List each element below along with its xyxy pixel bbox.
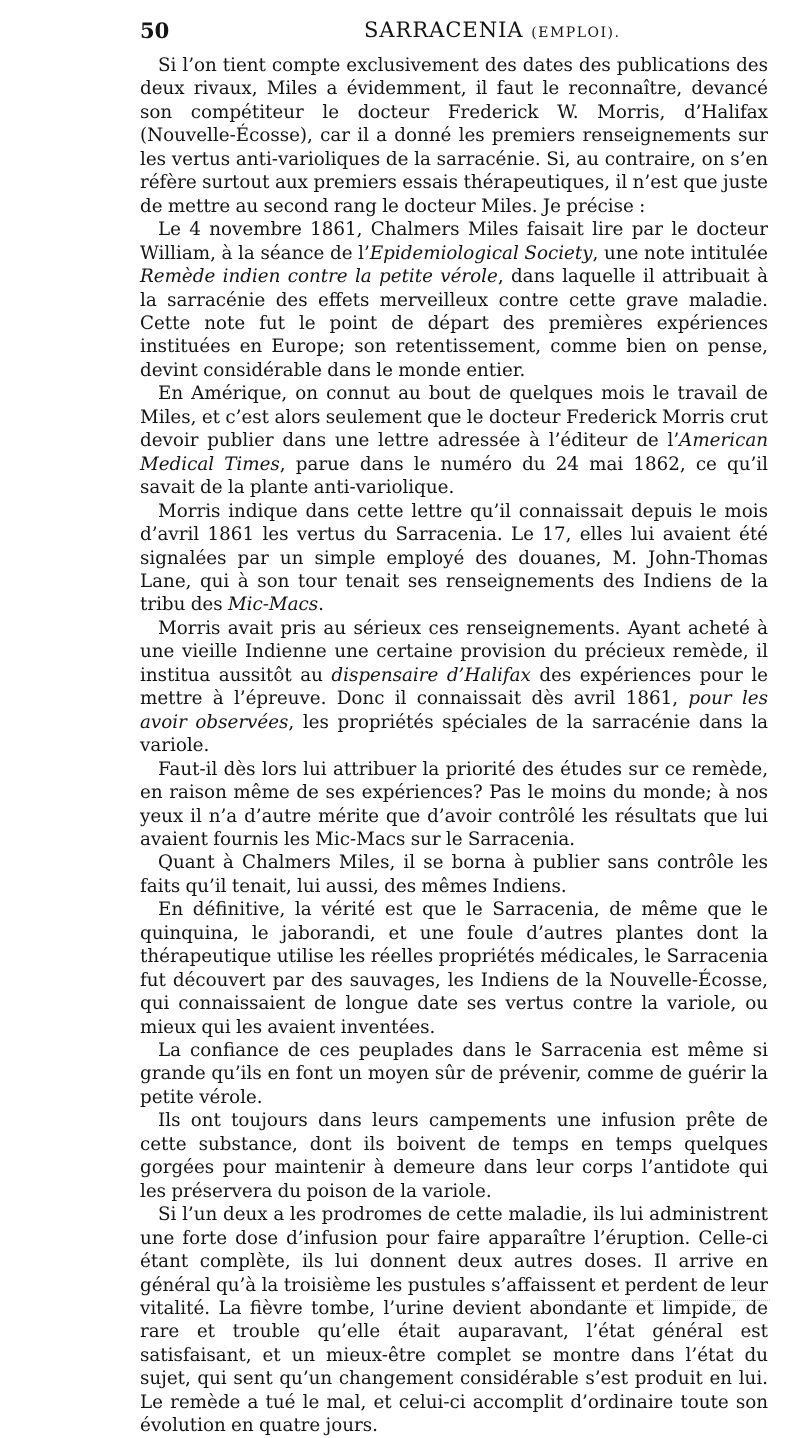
paragraph: En Amérique, on connut au bout de quelques mois le travail de Miles, et c’est alors seulement que le docteur Frederick Morris crut devoir publier dans une lettre adressée à l’éditeur de l’American Medical Times, parue dans le numéro du 24 mai 1862, ce qu’il savait de la plante anti-variolique. bbox=[140, 383, 768, 499]
italic-title: dispensaire d’Halifax bbox=[331, 664, 531, 686]
running-title bbox=[364, 18, 620, 42]
paragraph: Faut-il dès lors lui attribuer la priorité des études sur ce remède, en raison même de ses expériences? Pas le moins du monde; à nos yeux il n’a d’autre mérite que d’avoir contrôlé les résultats que lui avaient fournis les Mic-Macs sur le Sarracenia. bbox=[140, 758, 768, 850]
paragraph: Si l’un deux a les prodromes de cette maladie, ils lui administrent une forte dose d’infusion pour faire apparaître l’éruption. Celle-ci étant complète, ils lui donnent deux autres doses. Il arrive en général qu’à la troisième les pustules s’affaissent et perdent de leur vitalité. La fièvre tombe, l’urine devient abondante et limpide, de rare et trouble qu’elle était auparavant, l’état général est satisfaisant, et un mieux-être complet se montre dans l’état du sujet, qui sent qu’un changement considérable s’est produit en lui. Le remède a tué le mal, et celui-ci accomplit d’ordinaire toute son évolution en quatre jours. bbox=[140, 1204, 768, 1437]
paragraph: La confiance de ces peuplades dans le Sarracenia est même si grande qu’ils en font un moyen sûr de prévenir, comme de guérir la petite vérole. bbox=[140, 1040, 768, 1108]
running-title-sub: (EMPLOI). bbox=[531, 25, 621, 41]
paragraph: Ils ont toujours dans leurs campements une infusion prête de cette substance, dont ils boivent de temps en temps quelques gorgées pour maintenir à demeure dans leur corps l’antidote qui les préservera du poison de la variole. bbox=[140, 1110, 768, 1202]
page-header bbox=[140, 18, 760, 50]
footer-rule bbox=[560, 1300, 770, 1302]
paragraph: Morris indique dans cette lettre qu’il connaissait depuis le mois d’avril 1861 les vertus du Sarracenia. Le 17, elles lui avaient été signalées par un simple employé des douanes, M. John-Thomas Lane, qui à son tour tenait ses renseignements des Indiens de la tribu des Mic-Macs. bbox=[140, 500, 768, 616]
running-title-main: SARRACENIA bbox=[364, 18, 524, 42]
paragraph: Morris avait pris au sérieux ces renseignements. Ayant acheté à une vieille Indienne une certaine provision du précieux remède, il institua aussitôt au dispensaire d’Halifax des expériences pour le mettre à l’épreuve. Donc il connaissait dès avril 1861, pour les avoir observées, les propriétés spéciales de la sarracénie dans la variole. bbox=[140, 617, 768, 757]
italic-title: Mic-Macs bbox=[227, 594, 319, 616]
italic-title: pour les avoir observées bbox=[140, 688, 768, 733]
italic-title: Remède indien contre la petite vérole bbox=[140, 266, 498, 288]
page-number: 50 bbox=[140, 18, 170, 43]
italic-title: American Medical Times bbox=[140, 430, 768, 475]
paragraph: Le 4 novembre 1861, Chalmers Miles faisait lire par le docteur William, à la séance de l’Epidemiological Society, une note intitulée Remède indien contre la petite vérole, dans laquelle il attribuait à la sarracénie des effets merveilleux contre cette grave maladie. Cette note fut le point de départ des premières expériences instituées en Europe; son retentissement, comme bien on pense, devint considérable dans le monde entier. bbox=[140, 219, 768, 381]
paragraph: Quant à Chalmers Miles, il se borna à publier sans contrôle les faits qu’il tenait, lui aussi, des mêmes Indiens. bbox=[140, 852, 768, 897]
body-text bbox=[140, 54, 768, 1438]
paragraph: En définitive, la vérité est que le Sarracenia, de même que le quinquina, le jaborandi, et une foule d’autres plantes dont la thérapeutique utilise les réelles propriétés médicales, le Sarracenia fut découvert par des sauvages, les Indiens de la Nouvelle-Écosse, qui connaissaient de longue date ses vertus contre la variole, ou mieux qui les avaient inventées. bbox=[140, 899, 768, 1038]
italic-title: Epidemiological Society bbox=[369, 242, 593, 264]
paragraph: Si l’on tient compte exclusivement des dates des publications des deux rivaux, Miles a évidemment, il faut le reconnaître, devancé son compétiteur le docteur Frederick W. Morris, d’Halifax (Nouvelle-Écosse), car il a donné les premiers renseignements sur les vertus anti-varioliques de la sarracénie. Si, au contraire, on s’en réfère surtout aux premiers essais thérapeutiques, il n’est que juste de mettre au second rang le docteur Miles. Je précise : bbox=[140, 55, 768, 217]
